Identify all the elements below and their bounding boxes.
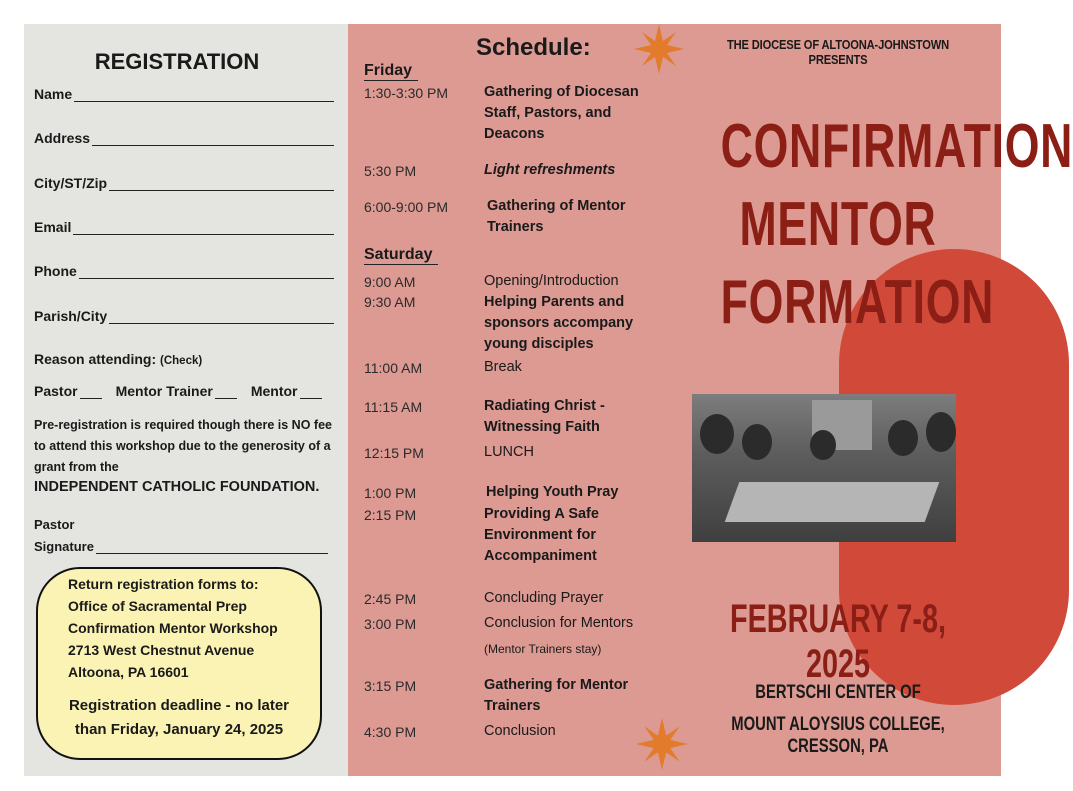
check-blank[interactable] xyxy=(80,385,102,399)
foundation-name: INDEPENDENT CATHOLIC FOUNDATION. xyxy=(34,479,320,495)
day-heading-saturday: Saturday xyxy=(364,246,438,265)
time-label: 2:15 PM xyxy=(364,507,417,523)
star-burst-icon xyxy=(634,24,684,74)
role-label: Mentor Trainer xyxy=(115,383,213,399)
return-line: 2713 West Chestnut Avenue xyxy=(68,642,255,658)
title-line: CONFIRMATION xyxy=(720,112,1073,181)
signature-field[interactable] xyxy=(34,539,328,554)
return-line: Altoona, PA 16601 xyxy=(68,664,189,680)
city-state-zip-field[interactable] xyxy=(34,175,334,191)
star-burst-icon xyxy=(636,718,688,770)
address-field[interactable] xyxy=(34,130,334,146)
role-label: Pastor xyxy=(34,383,78,399)
registration-panel xyxy=(24,24,348,776)
check-blank[interactable] xyxy=(300,385,322,399)
photo-table xyxy=(725,482,940,522)
event-date: FEBRUARY 7-8, 2025 xyxy=(729,597,947,686)
schedule-panel xyxy=(348,24,675,776)
presenter-line: THE DIOCESE OF ALTOONA-JOHNSTOWN PRESENTS xyxy=(726,37,950,67)
field-label: Address xyxy=(34,130,91,146)
photo-person xyxy=(810,430,836,460)
check-blank[interactable] xyxy=(215,385,237,399)
venue-line: MOUNT ALOYSIUS COLLEGE, CRESSON, PA xyxy=(731,714,945,757)
time-label: 2:45 PM xyxy=(364,591,417,607)
event-label: Light refreshments xyxy=(484,162,616,178)
field-label: City/ST/Zip xyxy=(34,175,108,191)
field-label: Name xyxy=(34,86,73,102)
write-line[interactable] xyxy=(109,176,334,191)
event-note: (Mentor Trainers stay) xyxy=(484,642,602,656)
email-field[interactable] xyxy=(34,219,334,235)
time-label: 9:00 AM xyxy=(364,274,416,290)
parish-city-field[interactable] xyxy=(34,308,334,324)
time-label: 5:30 PM xyxy=(364,163,417,179)
event-label: Conclusion xyxy=(484,723,556,739)
field-label: Parish/City xyxy=(34,308,108,324)
time-label: 11:15 AM xyxy=(364,399,423,415)
event-label: Conclusion for Mentors xyxy=(484,615,634,631)
photo-person xyxy=(888,420,918,456)
event-label: Radiating Christ - Witnessing Faith xyxy=(484,398,605,435)
event-label: Break xyxy=(484,359,522,375)
reason-label: Reason attending: xyxy=(34,351,157,367)
event-label: Helping Youth Pray xyxy=(486,484,619,500)
time-label: 11:00 AM xyxy=(364,360,423,376)
reason-attending xyxy=(34,351,202,367)
pastor-label: Pastor xyxy=(34,517,75,532)
reason-hint: (Check) xyxy=(160,355,203,367)
write-line[interactable] xyxy=(73,220,334,235)
field-label: Email xyxy=(34,219,72,235)
group-photo xyxy=(692,394,956,542)
event-label: Gathering for Mentor Trainers xyxy=(484,677,629,714)
event-label: Opening/Introduction xyxy=(484,273,619,289)
time-label: 4:30 PM xyxy=(364,724,417,740)
title-line: FORMATION xyxy=(720,268,995,337)
role-label: Mentor xyxy=(250,383,298,399)
signature-label: Signature xyxy=(34,539,94,554)
venue-line: BERTSCHI CENTER OF xyxy=(755,682,921,703)
deadline-line: than Friday, January 24, 2025 xyxy=(74,721,284,738)
photo-person xyxy=(742,424,772,460)
write-line[interactable] xyxy=(96,540,328,554)
time-label: 9:30 AM xyxy=(364,294,416,310)
title-line: MENTOR xyxy=(739,190,937,259)
deadline-line: Registration deadline - no later xyxy=(68,697,290,714)
write-line[interactable] xyxy=(74,87,334,102)
photo-person xyxy=(926,412,956,452)
role-mentor-trainer[interactable] xyxy=(116,383,237,399)
time-label: 3:00 PM xyxy=(364,616,417,632)
time-label: 1:00 PM xyxy=(364,485,417,501)
time-label: 12:15 PM xyxy=(364,445,424,461)
write-line[interactable] xyxy=(92,131,334,146)
event-label: Providing A Safe Environment for Accompaniment xyxy=(484,506,599,564)
day-heading-friday: Friday xyxy=(364,62,418,81)
write-line[interactable] xyxy=(109,309,334,324)
role-checklist xyxy=(34,383,322,399)
return-heading: Return registration forms to: xyxy=(68,576,259,592)
return-line: Confirmation Mentor Workshop xyxy=(68,620,278,636)
write-line[interactable] xyxy=(79,264,334,279)
event-label: Gathering of Diocesan Staff, Pastors, and Deacons xyxy=(484,84,639,142)
time-label: 6:00-9:00 PM xyxy=(364,199,449,215)
registration-title: REGISTRATION xyxy=(94,49,260,74)
time-label: 1:30-3:30 PM xyxy=(364,85,449,101)
phone-field[interactable] xyxy=(34,263,334,279)
name-field[interactable] xyxy=(34,86,334,102)
event-label: Gathering of Mentor Trainers xyxy=(487,198,626,235)
return-line: Office of Sacramental Prep xyxy=(68,598,247,614)
photo-person xyxy=(700,414,734,454)
field-label: Phone xyxy=(34,263,77,279)
return-address-box xyxy=(36,567,322,760)
event-label: Concluding Prayer xyxy=(484,590,604,606)
event-label: LUNCH xyxy=(484,444,534,460)
registration-deadline xyxy=(38,694,320,742)
preregistration-note: Pre-registration is required though there is NO fee to attend this workshop due to the generosity of a grant from the xyxy=(34,418,332,474)
cover-panel xyxy=(675,24,1073,776)
time-label: 3:15 PM xyxy=(364,678,417,694)
role-pastor[interactable] xyxy=(34,383,102,399)
role-mentor[interactable] xyxy=(251,383,322,399)
schedule-title: Schedule: xyxy=(476,34,591,61)
event-label: Helping Parents and sponsors accompany young disciples xyxy=(484,294,634,352)
